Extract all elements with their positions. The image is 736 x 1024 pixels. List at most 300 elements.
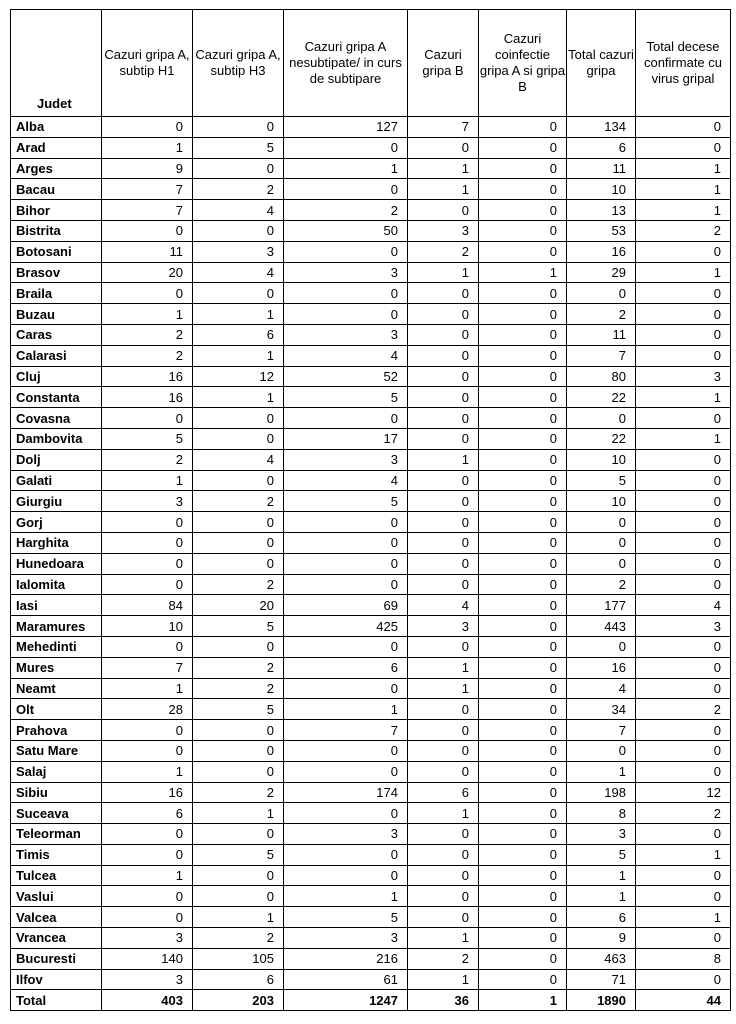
cell-h3: 2 xyxy=(193,782,284,803)
cell-h1: 1 xyxy=(102,678,193,699)
cell-total-cases: 443 xyxy=(567,616,636,637)
cell-h3: 5 xyxy=(193,844,284,865)
table-row xyxy=(11,179,731,200)
cell-county: Bihor xyxy=(11,200,102,221)
cell-flu-b: 6 xyxy=(408,782,479,803)
cell-h3: 0 xyxy=(193,283,284,304)
cell-h1: 20 xyxy=(102,262,193,283)
table-row xyxy=(11,491,731,512)
cell-county: Iasi xyxy=(11,595,102,616)
cell-flu-b: 1 xyxy=(408,803,479,824)
cell-total-deaths: 0 xyxy=(636,137,731,158)
cell-h1: 3 xyxy=(102,969,193,990)
cell-total-deaths: 0 xyxy=(636,928,731,949)
cell-h3: 4 xyxy=(193,449,284,470)
cell-county: Bacau xyxy=(11,179,102,200)
cell-county: Giurgiu xyxy=(11,491,102,512)
table-row xyxy=(11,574,731,595)
cell-unsubtyped: 3 xyxy=(284,824,408,845)
cell-flu-b: 1 xyxy=(408,657,479,678)
cell-total-cases: 2 xyxy=(567,574,636,595)
cell-h3: 2 xyxy=(193,179,284,200)
cell-total-deaths: 2 xyxy=(636,803,731,824)
cell-county: Valcea xyxy=(11,907,102,928)
cell-coinfection: 0 xyxy=(479,324,567,345)
cell-total-deaths: 0 xyxy=(636,408,731,429)
cell-flu-b: 0 xyxy=(408,428,479,449)
cell-flu-b: 0 xyxy=(408,470,479,491)
table-row xyxy=(11,241,731,262)
cell-coinfection: 0 xyxy=(479,782,567,803)
cell-coinfection: 0 xyxy=(479,428,567,449)
table-row xyxy=(11,928,731,949)
cell-coinfection: 0 xyxy=(479,886,567,907)
cell-total-cases: 10 xyxy=(567,491,636,512)
cell-total-cases: 1 xyxy=(567,886,636,907)
cell-county: Buzau xyxy=(11,304,102,325)
cell-unsubtyped: 0 xyxy=(284,678,408,699)
cell-h3: 1 xyxy=(193,387,284,408)
total-total-cases: 1890 xyxy=(567,990,636,1011)
header-flu-b: Cazuri gripa B xyxy=(408,10,479,117)
table-row xyxy=(11,158,731,179)
cell-flu-b: 3 xyxy=(408,220,479,241)
cell-total-deaths: 1 xyxy=(636,844,731,865)
cell-coinfection: 0 xyxy=(479,449,567,470)
cell-total-cases: 29 xyxy=(567,262,636,283)
total-flu-b: 36 xyxy=(408,990,479,1011)
cell-total-deaths: 4 xyxy=(636,595,731,616)
cell-flu-b: 0 xyxy=(408,345,479,366)
cell-total-cases: 2 xyxy=(567,304,636,325)
cell-coinfection: 0 xyxy=(479,387,567,408)
cell-h1: 1 xyxy=(102,304,193,325)
cell-h1: 11 xyxy=(102,241,193,262)
cell-unsubtyped: 0 xyxy=(284,408,408,429)
cell-coinfection: 0 xyxy=(479,200,567,221)
cell-h1: 0 xyxy=(102,886,193,907)
cell-total-deaths: 0 xyxy=(636,740,731,761)
cell-coinfection: 0 xyxy=(479,824,567,845)
cell-unsubtyped: 5 xyxy=(284,387,408,408)
cell-total-deaths: 0 xyxy=(636,449,731,470)
cell-total-deaths: 0 xyxy=(636,636,731,657)
cell-unsubtyped: 0 xyxy=(284,740,408,761)
cell-coinfection: 0 xyxy=(479,532,567,553)
cell-h3: 2 xyxy=(193,657,284,678)
cell-h3: 0 xyxy=(193,428,284,449)
cell-h1: 0 xyxy=(102,283,193,304)
cell-flu-b: 0 xyxy=(408,408,479,429)
cell-total-deaths: 1 xyxy=(636,387,731,408)
table-row xyxy=(11,137,731,158)
cell-coinfection: 0 xyxy=(479,366,567,387)
cell-unsubtyped: 61 xyxy=(284,969,408,990)
cell-county: Sibiu xyxy=(11,782,102,803)
cell-coinfection: 0 xyxy=(479,595,567,616)
cell-h3: 12 xyxy=(193,366,284,387)
cell-h3: 5 xyxy=(193,699,284,720)
cell-h3: 0 xyxy=(193,636,284,657)
table-row xyxy=(11,117,731,138)
cell-flu-b: 4 xyxy=(408,595,479,616)
cell-total-cases: 11 xyxy=(567,158,636,179)
cell-coinfection: 0 xyxy=(479,740,567,761)
table-row xyxy=(11,761,731,782)
cell-county: Vaslui xyxy=(11,886,102,907)
cell-total-deaths: 0 xyxy=(636,345,731,366)
cell-total-deaths: 0 xyxy=(636,491,731,512)
cell-total-deaths: 0 xyxy=(636,283,731,304)
cell-h3: 20 xyxy=(193,595,284,616)
cell-h3: 3 xyxy=(193,241,284,262)
table-row xyxy=(11,720,731,741)
cell-h3: 0 xyxy=(193,512,284,533)
total-coinfection: 1 xyxy=(479,990,567,1011)
cell-flu-b: 0 xyxy=(408,761,479,782)
cell-total-cases: 6 xyxy=(567,137,636,158)
cell-h1: 7 xyxy=(102,657,193,678)
cell-county: Constanta xyxy=(11,387,102,408)
cell-h1: 16 xyxy=(102,782,193,803)
cell-county: Tulcea xyxy=(11,865,102,886)
table-row xyxy=(11,844,731,865)
table-row xyxy=(11,283,731,304)
cell-h1: 1 xyxy=(102,470,193,491)
cell-unsubtyped: 0 xyxy=(284,553,408,574)
table-row xyxy=(11,595,731,616)
cell-h1: 1 xyxy=(102,137,193,158)
cell-unsubtyped: 7 xyxy=(284,720,408,741)
cell-h3: 0 xyxy=(193,824,284,845)
cell-total-cases: 13 xyxy=(567,200,636,221)
cell-h1: 0 xyxy=(102,907,193,928)
cell-h3: 5 xyxy=(193,616,284,637)
cell-coinfection: 0 xyxy=(479,948,567,969)
cell-county: Arad xyxy=(11,137,102,158)
table-row xyxy=(11,824,731,845)
cell-total-deaths: 0 xyxy=(636,512,731,533)
cell-unsubtyped: 5 xyxy=(284,907,408,928)
cell-total-deaths: 0 xyxy=(636,241,731,262)
cell-h3: 2 xyxy=(193,574,284,595)
cell-flu-b: 0 xyxy=(408,699,479,720)
cell-coinfection: 0 xyxy=(479,241,567,262)
cell-coinfection: 0 xyxy=(479,283,567,304)
cell-total-cases: 198 xyxy=(567,782,636,803)
cell-county: Olt xyxy=(11,699,102,720)
cell-total-cases: 463 xyxy=(567,948,636,969)
cell-unsubtyped: 4 xyxy=(284,345,408,366)
cell-total-deaths: 1 xyxy=(636,200,731,221)
cell-h1: 0 xyxy=(102,220,193,241)
table-row xyxy=(11,969,731,990)
table-row xyxy=(11,366,731,387)
cell-coinfection: 0 xyxy=(479,844,567,865)
header-total-cases: Total cazuri gripa xyxy=(567,10,636,117)
cell-unsubtyped: 0 xyxy=(284,179,408,200)
cell-unsubtyped: 0 xyxy=(284,844,408,865)
cell-total-deaths: 0 xyxy=(636,865,731,886)
cell-h1: 10 xyxy=(102,616,193,637)
cell-unsubtyped: 0 xyxy=(284,636,408,657)
cell-flu-b: 0 xyxy=(408,324,479,345)
cell-flu-b: 0 xyxy=(408,366,479,387)
cell-unsubtyped: 0 xyxy=(284,283,408,304)
cell-total-cases: 53 xyxy=(567,220,636,241)
cell-county: Ialomita xyxy=(11,574,102,595)
table-row xyxy=(11,324,731,345)
cell-flu-b: 1 xyxy=(408,449,479,470)
cell-total-cases: 1 xyxy=(567,761,636,782)
cell-coinfection: 0 xyxy=(479,345,567,366)
cell-total-deaths: 0 xyxy=(636,657,731,678)
table-row xyxy=(11,387,731,408)
cell-h3: 4 xyxy=(193,262,284,283)
cell-total-deaths: 2 xyxy=(636,220,731,241)
cell-h1: 0 xyxy=(102,720,193,741)
cell-coinfection: 0 xyxy=(479,179,567,200)
cell-h3: 0 xyxy=(193,761,284,782)
cell-flu-b: 0 xyxy=(408,491,479,512)
header-county: Judet xyxy=(11,10,102,117)
cell-flu-b: 1 xyxy=(408,262,479,283)
cell-total-cases: 3 xyxy=(567,824,636,845)
cell-total-cases: 7 xyxy=(567,345,636,366)
cell-h3: 2 xyxy=(193,678,284,699)
cell-h1: 0 xyxy=(102,117,193,138)
cell-county: Galati xyxy=(11,470,102,491)
table-row xyxy=(11,616,731,637)
cell-h3: 1 xyxy=(193,803,284,824)
total-h1: 403 xyxy=(102,990,193,1011)
cell-coinfection: 0 xyxy=(479,491,567,512)
cell-unsubtyped: 1 xyxy=(284,886,408,907)
cell-unsubtyped: 0 xyxy=(284,532,408,553)
cell-h1: 0 xyxy=(102,574,193,595)
cell-unsubtyped: 1 xyxy=(284,699,408,720)
cell-unsubtyped: 3 xyxy=(284,928,408,949)
cell-coinfection: 0 xyxy=(479,137,567,158)
cell-county: Ilfov xyxy=(11,969,102,990)
table-row xyxy=(11,678,731,699)
cell-h1: 0 xyxy=(102,824,193,845)
cell-flu-b: 7 xyxy=(408,117,479,138)
cell-flu-b: 0 xyxy=(408,512,479,533)
cell-unsubtyped: 216 xyxy=(284,948,408,969)
cell-h3: 1 xyxy=(193,345,284,366)
cell-total-cases: 0 xyxy=(567,740,636,761)
cell-unsubtyped: 50 xyxy=(284,220,408,241)
cell-coinfection: 0 xyxy=(479,117,567,138)
cell-total-deaths: 1 xyxy=(636,428,731,449)
cell-h3: 1 xyxy=(193,907,284,928)
cell-h1: 84 xyxy=(102,595,193,616)
cell-county: Mehedinti xyxy=(11,636,102,657)
cell-h1: 9 xyxy=(102,158,193,179)
cell-unsubtyped: 0 xyxy=(284,241,408,262)
cell-coinfection: 0 xyxy=(479,158,567,179)
cell-total-deaths: 0 xyxy=(636,532,731,553)
cell-h3: 105 xyxy=(193,948,284,969)
cell-county: Harghita xyxy=(11,532,102,553)
table-row xyxy=(11,262,731,283)
cell-unsubtyped: 69 xyxy=(284,595,408,616)
cell-flu-b: 0 xyxy=(408,907,479,928)
cell-h1: 16 xyxy=(102,387,193,408)
cell-flu-b: 1 xyxy=(408,158,479,179)
cell-county: Alba xyxy=(11,117,102,138)
cell-total-cases: 0 xyxy=(567,532,636,553)
cell-flu-b: 0 xyxy=(408,865,479,886)
cell-county: Teleorman xyxy=(11,824,102,845)
table-row xyxy=(11,636,731,657)
cell-total-cases: 0 xyxy=(567,408,636,429)
cell-flu-b: 2 xyxy=(408,241,479,262)
cell-county: Neamt xyxy=(11,678,102,699)
cell-county: Dolj xyxy=(11,449,102,470)
cell-county: Satu Mare xyxy=(11,740,102,761)
table-row xyxy=(11,408,731,429)
table-header-row xyxy=(11,10,731,117)
cell-h1: 1 xyxy=(102,761,193,782)
cell-total-cases: 0 xyxy=(567,553,636,574)
cell-h3: 0 xyxy=(193,158,284,179)
cell-coinfection: 0 xyxy=(479,657,567,678)
cell-unsubtyped: 0 xyxy=(284,574,408,595)
table-row xyxy=(11,886,731,907)
table-row xyxy=(11,907,731,928)
table-row xyxy=(11,803,731,824)
cell-unsubtyped: 174 xyxy=(284,782,408,803)
cell-coinfection: 0 xyxy=(479,803,567,824)
cell-flu-b: 0 xyxy=(408,824,479,845)
table-row xyxy=(11,865,731,886)
cell-h1: 0 xyxy=(102,512,193,533)
cell-total-cases: 7 xyxy=(567,720,636,741)
cell-total-cases: 22 xyxy=(567,428,636,449)
cell-unsubtyped: 5 xyxy=(284,491,408,512)
cell-total-deaths: 0 xyxy=(636,720,731,741)
cell-unsubtyped: 3 xyxy=(284,449,408,470)
cell-coinfection: 0 xyxy=(479,553,567,574)
cell-h3: 2 xyxy=(193,928,284,949)
cell-flu-b: 0 xyxy=(408,200,479,221)
cell-h3: 6 xyxy=(193,324,284,345)
cell-total-deaths: 0 xyxy=(636,969,731,990)
cell-unsubtyped: 0 xyxy=(284,304,408,325)
cell-county: Botosani xyxy=(11,241,102,262)
cell-total-cases: 1 xyxy=(567,865,636,886)
table-row xyxy=(11,782,731,803)
table-row xyxy=(11,532,731,553)
cell-flu-b: 0 xyxy=(408,720,479,741)
table-row xyxy=(11,200,731,221)
cell-unsubtyped: 17 xyxy=(284,428,408,449)
cell-total-deaths: 0 xyxy=(636,304,731,325)
cell-coinfection: 0 xyxy=(479,761,567,782)
cell-total-deaths: 0 xyxy=(636,678,731,699)
cell-h1: 5 xyxy=(102,428,193,449)
cell-coinfection: 0 xyxy=(479,699,567,720)
cell-total-cases: 11 xyxy=(567,324,636,345)
total-county: Total xyxy=(11,990,102,1011)
cell-h1: 3 xyxy=(102,928,193,949)
cell-total-cases: 5 xyxy=(567,844,636,865)
cell-coinfection: 0 xyxy=(479,616,567,637)
cell-flu-b: 0 xyxy=(408,636,479,657)
cell-total-cases: 5 xyxy=(567,470,636,491)
cell-total-cases: 34 xyxy=(567,699,636,720)
cell-unsubtyped: 1 xyxy=(284,158,408,179)
cell-unsubtyped: 6 xyxy=(284,657,408,678)
table-row xyxy=(11,345,731,366)
cell-h3: 2 xyxy=(193,491,284,512)
flu-cases-table xyxy=(10,9,731,1011)
cell-county: Vrancea xyxy=(11,928,102,949)
cell-h1: 2 xyxy=(102,324,193,345)
cell-h1: 28 xyxy=(102,699,193,720)
cell-total-deaths: 8 xyxy=(636,948,731,969)
table-row xyxy=(11,470,731,491)
cell-total-deaths: 0 xyxy=(636,886,731,907)
cell-total-deaths: 1 xyxy=(636,907,731,928)
cell-coinfection: 1 xyxy=(479,262,567,283)
cell-h1: 0 xyxy=(102,553,193,574)
cell-total-cases: 6 xyxy=(567,907,636,928)
table-row xyxy=(11,512,731,533)
cell-total-deaths: 0 xyxy=(636,824,731,845)
cell-coinfection: 0 xyxy=(479,220,567,241)
cell-total-deaths: 0 xyxy=(636,553,731,574)
cell-h3: 0 xyxy=(193,220,284,241)
cell-flu-b: 0 xyxy=(408,137,479,158)
cell-total-deaths: 1 xyxy=(636,262,731,283)
cell-h1: 1 xyxy=(102,865,193,886)
cell-h1: 6 xyxy=(102,803,193,824)
cell-coinfection: 0 xyxy=(479,907,567,928)
cell-county: Covasna xyxy=(11,408,102,429)
cell-h3: 5 xyxy=(193,137,284,158)
cell-flu-b: 2 xyxy=(408,948,479,969)
table-row xyxy=(11,948,731,969)
cell-county: Salaj xyxy=(11,761,102,782)
cell-county: Suceava xyxy=(11,803,102,824)
cell-total-cases: 0 xyxy=(567,512,636,533)
cell-total-cases: 0 xyxy=(567,283,636,304)
cell-coinfection: 0 xyxy=(479,470,567,491)
header-unsubtyped: Cazuri gripa A nesubtipate/ in curs de subtipare xyxy=(284,10,408,117)
cell-county: Timis xyxy=(11,844,102,865)
cell-coinfection: 0 xyxy=(479,512,567,533)
cell-total-cases: 10 xyxy=(567,449,636,470)
total-row xyxy=(11,990,731,1011)
cell-flu-b: 0 xyxy=(408,304,479,325)
cell-h1: 0 xyxy=(102,532,193,553)
cell-unsubtyped: 0 xyxy=(284,761,408,782)
cell-total-cases: 22 xyxy=(567,387,636,408)
cell-county: Bistrita xyxy=(11,220,102,241)
cell-county: Arges xyxy=(11,158,102,179)
total-total-deaths: 44 xyxy=(636,990,731,1011)
cell-coinfection: 0 xyxy=(479,678,567,699)
cell-total-cases: 9 xyxy=(567,928,636,949)
cell-flu-b: 0 xyxy=(408,532,479,553)
cell-coinfection: 0 xyxy=(479,304,567,325)
cell-flu-b: 0 xyxy=(408,740,479,761)
cell-h3: 0 xyxy=(193,720,284,741)
cell-total-cases: 4 xyxy=(567,678,636,699)
